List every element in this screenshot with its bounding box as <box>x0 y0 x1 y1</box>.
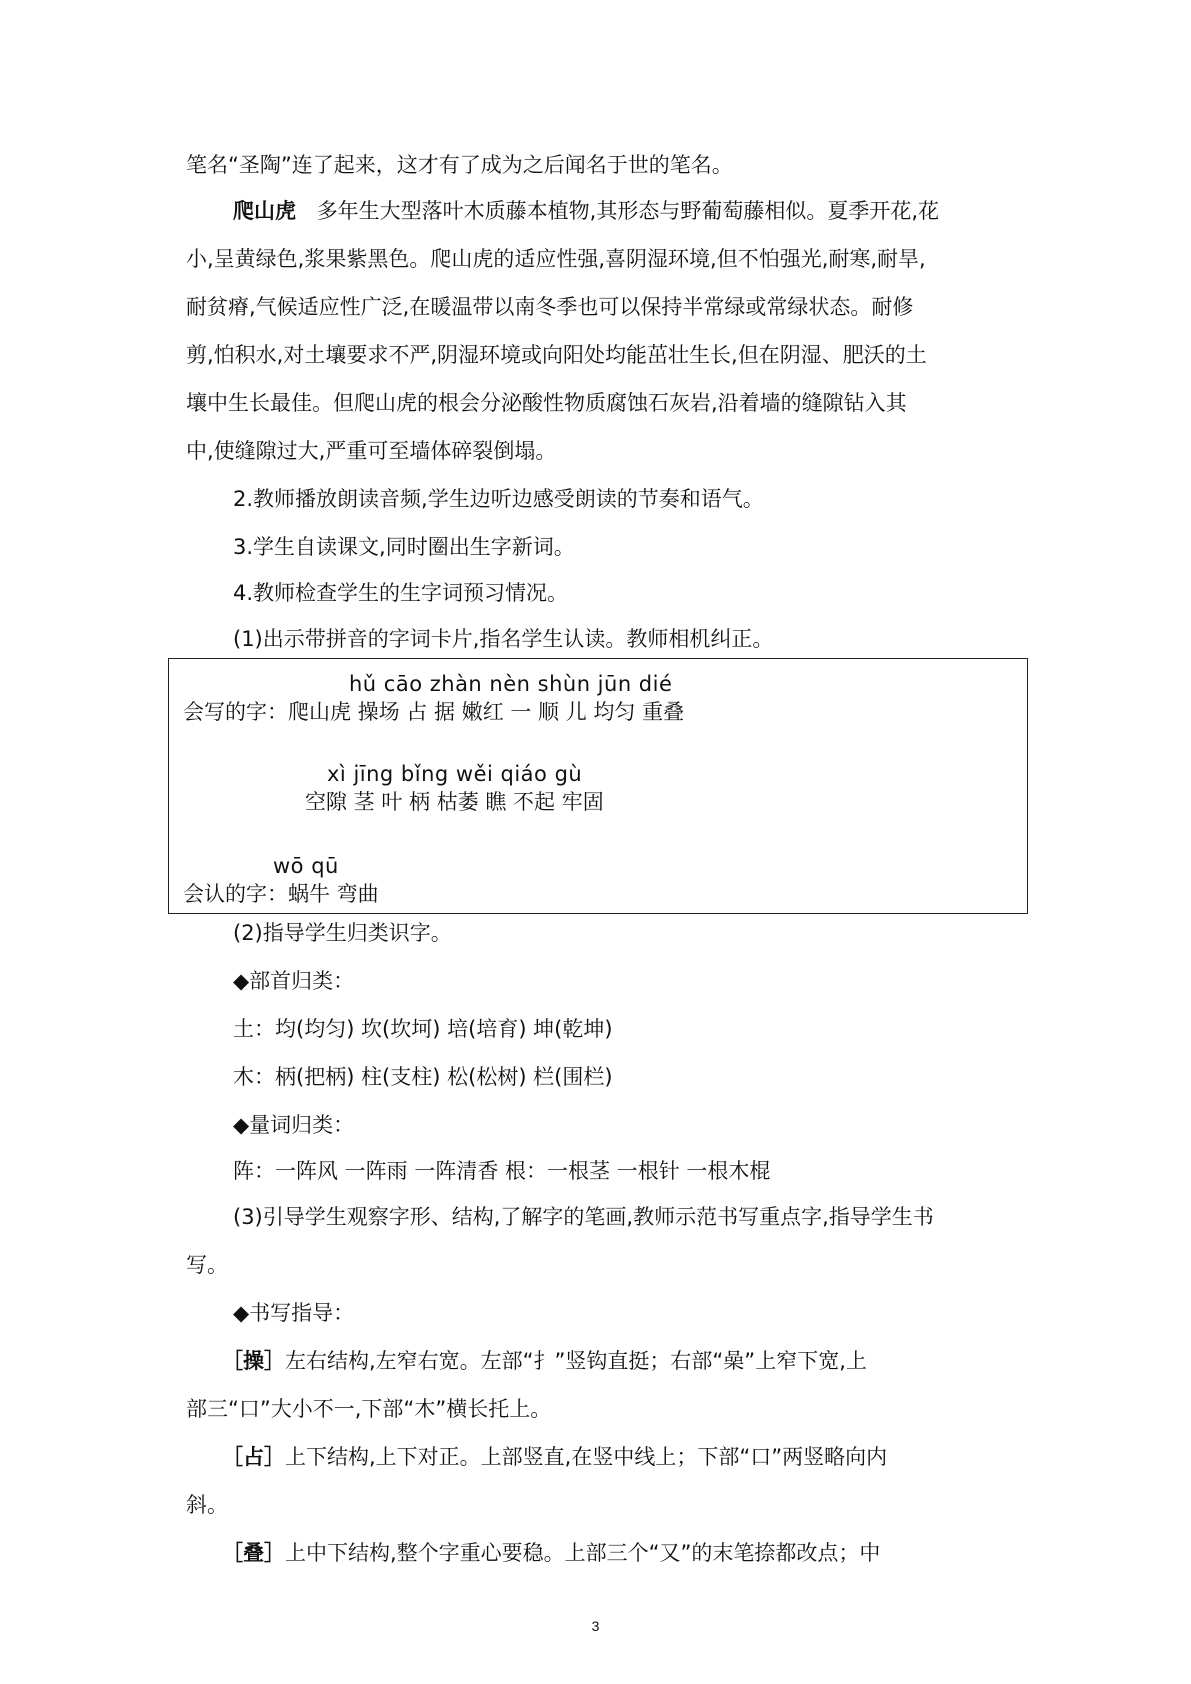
radical-tu: 土：均(均匀) 坎(坎坷) 培(培育) 坤(乾坤) <box>233 1017 613 1041</box>
step-4-3-line2: 写。 <box>186 1253 228 1277</box>
step-4-2: (2)指导学生归类识字。 <box>233 921 452 945</box>
step-4: 4.教师检查学生的生字词预习情况。 <box>233 581 569 605</box>
guide-cao-line2: 部三“口”大小不一,下部“木”横长托上。 <box>186 1397 552 1421</box>
guide-cao-char: ［操］ <box>222 1349 285 1373</box>
radical-mu: 木：柄(把柄) 柱(支柱) 松(松树) 栏(围栏) <box>233 1065 613 1089</box>
guide-die-text1: 上中下结构,整个字重心要稳。上部三个“又”的末笔捺都改点；中 <box>285 1541 881 1565</box>
vocabulary-card <box>168 658 1028 914</box>
guide-cao-text1: 左右结构,左窄右宽。左部“扌”竖钩直挺；右部“喿”上窄下宽,上 <box>285 1349 867 1373</box>
card-row2-pinyin: xì jīng bǐng wěi qiáo gù <box>327 762 583 786</box>
pashanhu-line5: 壤中生长最佳。但爬山虎的根会分泌酸性物质腐蚀石灰岩,沿着墙的缝隙钻入其 <box>186 391 907 415</box>
pashanhu-line2: 小,呈黄绿色,浆果紫黑色。爬山虎的适应性强,喜阴湿环境,但不怕强光,耐寒,耐旱, <box>186 247 926 271</box>
step-2: 2.教师播放朗读音频,学生边听边感受朗读的节奏和语气。 <box>233 487 764 511</box>
card-row2-hanzi: 空隙 茎 叶 柄 枯萎 瞧 不起 牢固 <box>305 790 604 814</box>
pashanhu-line4: 剪,怕积水,对土壤要求不严,阴湿环境或向阳处均能茁壮生长,但在阴湿、肥沃的土 <box>186 343 927 367</box>
measure-title: ◆量词归类： <box>233 1113 355 1137</box>
measure-words: 阵：一阵风 一阵雨 一阵清香 根：一根茎 一根针 一根木棍 <box>233 1159 771 1183</box>
guide-zhan-text1: 上下结构,上下对正。上部竖直,在竖中线上；下部“口”两竖略向内 <box>285 1445 888 1469</box>
intro-tail-line: 笔名“圣陶”连了起来，这才有了成为之后闻名于世的笔名。 <box>186 153 733 177</box>
page-number: 3 <box>591 1618 600 1634</box>
step-4-3-line1: (3)引导学生观察字形、结构,了解字的笔画,教师示范书写重点字,指导学生书 <box>233 1205 934 1229</box>
card-row1-hanzi: 会写的字：爬山虎 操场 占 据 嫩红 一 顺 儿 均匀 重叠 <box>183 700 685 724</box>
guide-title: ◆书写指导： <box>233 1301 355 1325</box>
guide-die-char: ［叠］ <box>222 1541 285 1565</box>
step-4-1: (1)出示带拼音的字词卡片,指名学生认读。教师相机纠正。 <box>233 627 774 651</box>
card-row3-hanzi: 会认的字：蜗牛 弯曲 <box>183 882 379 906</box>
step-3: 3.学生自读课文,同时圈出生字新词。 <box>233 535 575 559</box>
pashanhu-line6: 中,使缝隙过大,严重可至墙体碎裂倒塌。 <box>186 439 557 463</box>
pashanhu-term: 爬山虎 <box>233 199 296 223</box>
pashanhu-line1 <box>233 196 939 226</box>
pashanhu-line1-text: 多年生大型落叶木质藤本植物,其形态与野葡萄藤相似。夏季开花,花 <box>316 199 940 223</box>
card-row3-pinyin: wō qū <box>273 854 339 878</box>
pashanhu-line3: 耐贫瘠,气候适应性广泛,在暖温带以南冬季也可以保持半常绿或常绿状态。耐修 <box>186 295 914 319</box>
card-row1-pinyin: hǔ cāo zhàn nèn shùn jūn dié <box>349 672 673 696</box>
guide-zhan-line1 <box>222 1442 887 1472</box>
radical-title: ◆部首归类： <box>233 969 355 993</box>
guide-zhan-line2: 斜。 <box>186 1493 228 1517</box>
guide-cao-line1 <box>222 1346 867 1376</box>
guide-zhan-char: ［占］ <box>222 1445 285 1469</box>
guide-die-line1 <box>222 1538 880 1568</box>
